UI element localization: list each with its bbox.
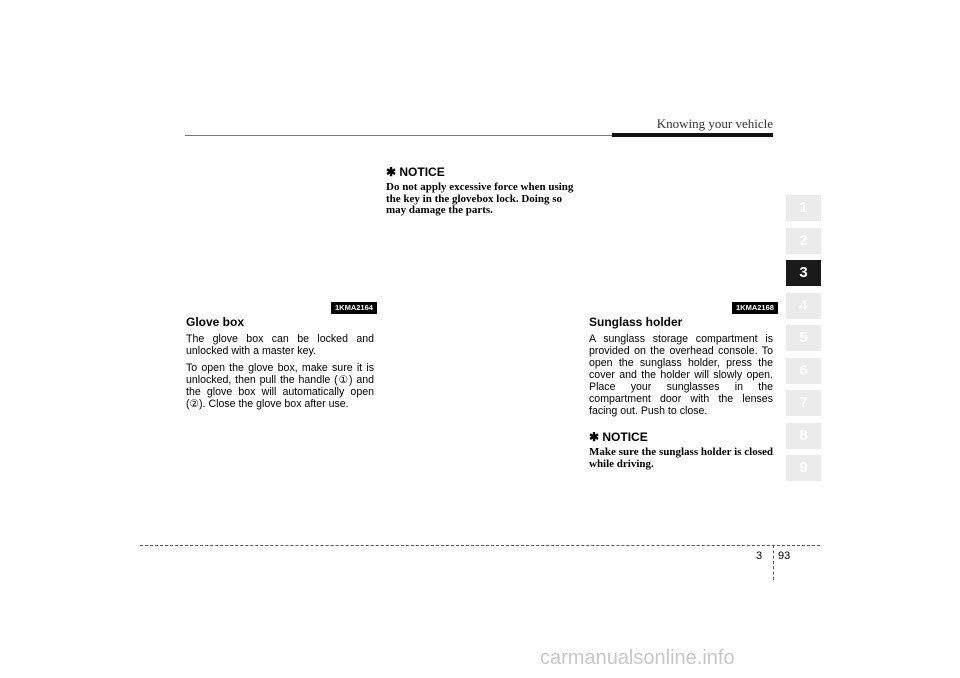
chapter-tab-1[interactable]: 1 [786,195,821,221]
notice-top [386,166,574,217]
footer-divider [140,545,820,546]
notice-body: Do not apply excessive force when using the key in the glovebox lock. Doing so may damage the parts. [386,181,574,216]
sunglass-holder-heading: Sunglass holder [589,315,683,329]
footer-chapter-number: 3 [756,550,763,562]
chapter-tab-4[interactable]: 4 [786,293,821,319]
glove-box-section [186,316,374,415]
sunglass-holder-paragraph: A sunglass storage compartment is provided on the overhead console. To open the sunglass holder, press the cover and the holder will slowly open. Place your sunglasses in the compartment door with the lenses facing out. Push to close. [589,333,773,417]
footer-page-number: 93 [778,550,791,562]
figure-code-sunglass-holder: 1KMA2168 [732,302,778,314]
chapter-tab-2[interactable]: 2 [786,228,821,254]
glove-box-heading: Glove box [186,315,245,329]
chapter-tab-5[interactable]: 5 [786,325,821,351]
notice-title: ✱ NOTICE [589,430,648,444]
notice-title: ✱ NOTICE [386,165,445,179]
watermark: carmanualsonline.info [540,647,735,669]
footer-divider-vertical [773,545,774,580]
header-rule-accent [612,133,773,137]
chapter-tab-9[interactable]: 9 [786,455,821,481]
notice-body: Make sure the sunglass holder is closed while driving. [589,446,773,470]
chapter-tabs [786,195,821,488]
sunglass-holder-section [589,316,773,470]
chapter-tab-8[interactable]: 8 [786,423,821,449]
chapter-tab-6[interactable]: 6 [786,358,821,384]
chapter-tab-3[interactable]: 3 [786,260,821,286]
glove-box-paragraph-2: To open the glove box, make sure it is unlocked, then pull the handle (①) and the glove box will automatically open (②). Close the glove box after use. [186,362,374,410]
section-title: Knowing your vehicle [656,116,773,131]
chapter-tab-7[interactable]: 7 [786,390,821,416]
glove-box-paragraph-1: The glove box can be locked and unlocked with a master key. [186,333,374,357]
figure-code-glove-box: 1KMA2164 [331,302,377,314]
